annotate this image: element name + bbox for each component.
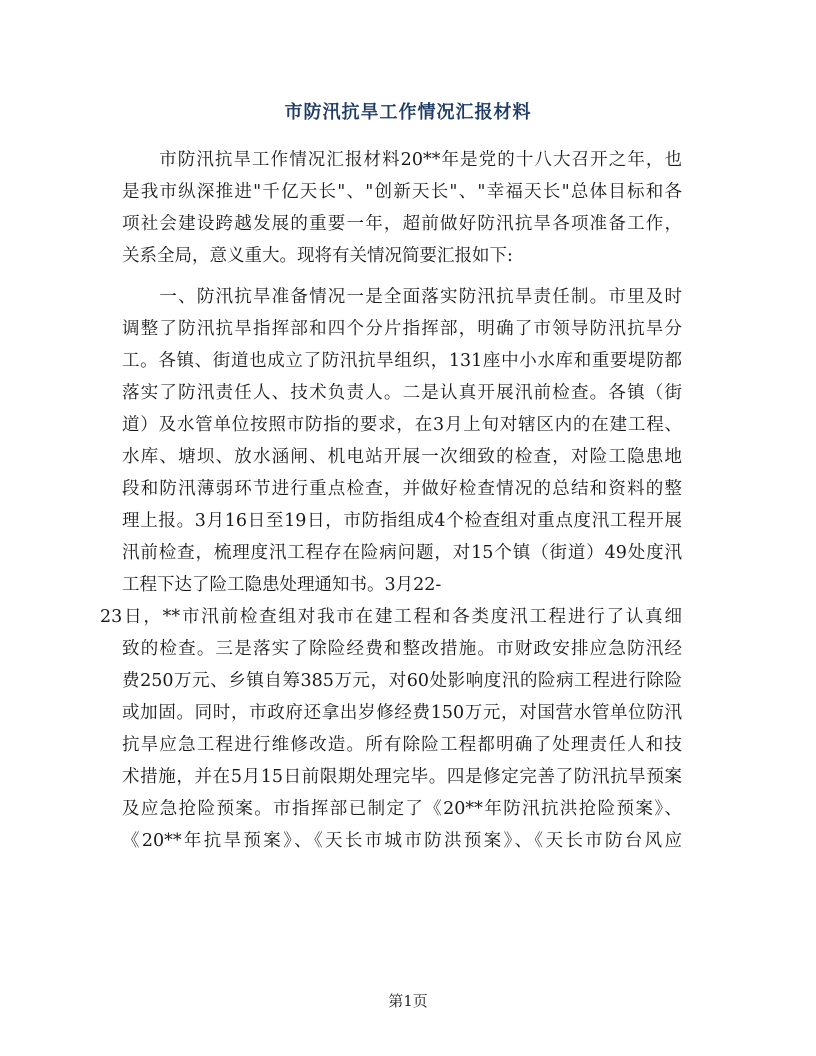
body-line: 《20**年抗旱预案》、《天长市城市防洪预案》、《天长市防台风应 <box>122 831 682 851</box>
body-line: 致的检查。三是落实了除险经费和整改措施。市财政安排应急防汛经 <box>122 639 682 659</box>
body-line: 水库、塘坝、放水涵闸、机电站开展一次细致的检查，对险工隐患地 <box>122 447 682 467</box>
document-title: 市防汛抗旱工作情况汇报材料 <box>284 102 532 123</box>
body-line: 理上报。3月16日至19日，市防指组成4个检查组对重点度汛工程开展 <box>122 511 682 531</box>
body-line: 及应急抢险预案。市指挥部已制定了《20**年防汛抗洪抢险预案》、 <box>122 799 682 819</box>
body-line: 23日，**市汛前检查组对我市在建工程和各类度汛工程进行了认真细 <box>100 607 682 627</box>
body-line: 调整了防汛抗旱指挥部和四个分片指挥部，明确了市领导防汛抗旱分 <box>122 319 682 339</box>
body-line: 工程下达了险工隐患处理通知书。3月22- <box>122 575 442 595</box>
body-line: 一、防汛抗旱准备情况一是全面落实防汛抗旱责任制。市里及时 <box>122 287 682 307</box>
body-line: 项社会建设跨越发展的重要一年，超前做好防汛抗旱各项准备工作， <box>122 214 682 234</box>
body-line: 是我市纵深推进"千亿天长"、"创新天长"、"幸福天长"总体目标和各 <box>122 182 682 202</box>
body-line: 段和防汛薄弱环节进行重点检查，并做好检查情况的总结和资料的整 <box>122 479 682 499</box>
body-line: 术措施，并在5月15日前限期处理完毕。四是修定完善了防汛抗旱预案 <box>122 767 682 787</box>
body-line: 道）及水管单位按照市防指的要求，在3月上旬对辖区内的在建工程、 <box>122 415 682 435</box>
body-line: 费250万元、乡镇自筹385万元，对60处影响度汛的险病工程进行除险 <box>122 671 682 691</box>
body-line: 工。各镇、街道也成立了防汛抗旱组织，131座中小水库和重要堤防都 <box>122 351 682 371</box>
body-line: 关系全局，意义重大。现将有关情况简要汇报如下: <box>122 246 513 266</box>
body-line: 或加固。同时，市政府还拿出岁修经费150万元，对国营水管单位防汛 <box>122 703 682 723</box>
body-line: 汛前检查，梳理度汛工程存在险病问题，对15个镇（街道）49处度汛 <box>122 543 682 563</box>
page-number: 第1页 <box>388 992 428 1010</box>
body-line: 落实了防汛责任人、技术负责人。二是认真开展汛前检查。各镇（街 <box>122 383 682 403</box>
body-line: 抗旱应急工程进行维修改造。所有除险工程都明确了处理责任人和技 <box>122 735 682 755</box>
body-line: 市防汛抗旱工作情况汇报材料20**年是党的十八大召开之年，也 <box>122 150 682 170</box>
